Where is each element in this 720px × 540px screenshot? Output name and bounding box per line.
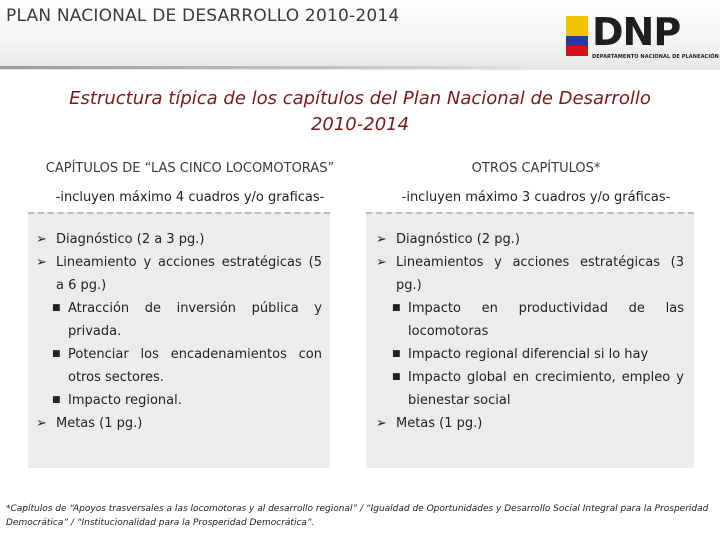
list-item: ➢ Diagnóstico (2 pg.): [376, 228, 684, 251]
dnp-logo: [566, 10, 719, 66]
left-column-subheading: -incluyen máximo 4 cuadros y/o graficas-: [55, 190, 325, 205]
right-content-box: [366, 212, 694, 468]
sub-list-item: ■ Impacto global en crecimiento, empleo y bienestar social: [376, 366, 684, 412]
sub-list-item: ■ Impacto regional.: [36, 389, 322, 412]
arrow-right-icon: ➢: [376, 232, 387, 247]
header-title: PLAN NACIONAL DE DESARROLLO 2010-2014: [6, 6, 400, 26]
list-item: ➢ Lineamientos y acciones estratégicas (3 pg.): [376, 251, 684, 297]
header-bar: [0, 0, 720, 70]
sub-list-item: ■ Atracción de inversión pública y privada.: [36, 297, 322, 343]
arrow-right-icon: ➢: [376, 416, 387, 431]
sub-list-item: ■ Potenciar los encadenamientos con otros sectores.: [36, 343, 322, 389]
square-bullet-icon: ■: [52, 303, 61, 313]
header-divider: [0, 66, 540, 69]
arrow-right-icon: ➢: [36, 232, 47, 247]
right-column-subheading: -incluyen máximo 3 cuadros y/o gráficas-: [401, 190, 671, 205]
arrow-right-icon: ➢: [36, 255, 47, 270]
square-bullet-icon: ■: [52, 349, 61, 359]
colombia-flag-icon: [566, 16, 588, 56]
logo-text: DNP: [592, 10, 681, 54]
sub-list-item: ■ Impacto regional diferencial si lo hay: [376, 343, 684, 366]
list-item: ➢ Metas (1 pg.): [376, 412, 684, 435]
left-column-heading: CAPÍTULOS DE “LAS CINCO LOCOMOTORAS”: [45, 161, 335, 176]
list-item: ➢ Diagnóstico (2 a 3 pg.): [36, 228, 322, 251]
slide-title: Estructura típica de los capítulos del Plan Nacional de Desarrollo 2010-2014: [69, 88, 651, 135]
arrow-right-icon: ➢: [36, 416, 47, 431]
footnote: *Capítulos de “Apoyos trasversales a las locomotoras y al desarrollo regional” / “Igualdad de Oportunidades y Desarrollo Social Integral para la Prosperidad Democrática” / “Institucionalidad para la Prosperidad Democrática”.: [6, 504, 709, 528]
list-item: ➢ Lineamiento y acciones estratégicas (5 a 6 pg.): [36, 251, 322, 297]
square-bullet-icon: ■: [52, 395, 61, 405]
right-column-heading: OTROS CAPÍTULOS*: [471, 161, 601, 176]
logo-subtitle: DEPARTAMENTO NACIONAL DE PLANEACIÓN: [592, 54, 719, 60]
square-bullet-icon: ■: [392, 372, 401, 382]
arrow-right-icon: ➢: [376, 255, 387, 270]
square-bullet-icon: ■: [392, 303, 401, 313]
square-bullet-icon: ■: [392, 349, 401, 359]
list-item: ➢ Metas (1 pg.): [36, 412, 322, 435]
sub-list-item: ■ Impacto en productividad de las locomotoras: [376, 297, 684, 343]
left-content-box: [28, 212, 330, 468]
